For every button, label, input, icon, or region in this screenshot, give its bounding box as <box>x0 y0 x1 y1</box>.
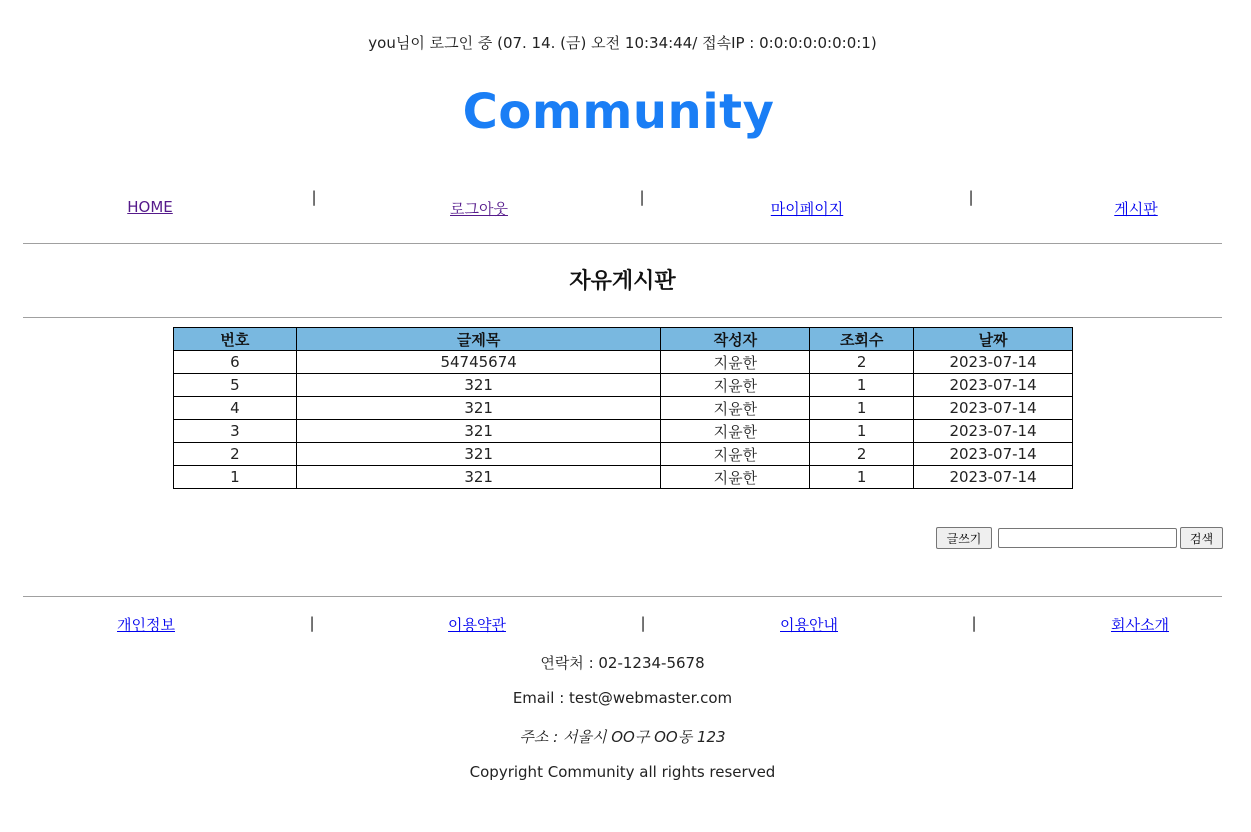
column-header-title: 글제목 <box>296 328 661 351</box>
post-number: 2 <box>174 443 297 466</box>
table-row[interactable] <box>174 466 1073 489</box>
post-title[interactable]: 321 <box>296 374 661 397</box>
footer-company-link[interactable]: 회사소개 <box>1111 616 1169 634</box>
header-divider <box>23 243 1222 244</box>
column-header-date: 날짜 <box>914 328 1073 351</box>
post-title[interactable]: 54745674 <box>296 351 661 374</box>
post-date: 2023-07-14 <box>914 397 1073 420</box>
post-author: 지윤한 <box>661 397 810 420</box>
post-number: 4 <box>174 397 297 420</box>
footer-divider <box>23 596 1222 597</box>
table-header-row <box>174 328 1073 351</box>
column-header-number: 번호 <box>174 328 297 351</box>
board-title-divider <box>23 317 1222 318</box>
write-post-button[interactable]: 글쓰기 <box>936 527 992 549</box>
post-views: 2 <box>810 351 914 374</box>
post-date: 2023-07-14 <box>914 420 1073 443</box>
nav-board-link[interactable]: 게시판 <box>1114 200 1158 218</box>
post-author: 지윤한 <box>661 374 810 397</box>
nav-home-link[interactable]: HOME <box>127 198 173 216</box>
nav-logout-link[interactable]: 로그아웃 <box>450 200 508 218</box>
table-row[interactable] <box>174 374 1073 397</box>
post-date: 2023-07-14 <box>914 351 1073 374</box>
footer-nav <box>23 614 1223 638</box>
nav-mypage-link[interactable]: 마이페이지 <box>770 200 844 218</box>
footer-address: 주소 : 서울시 OO구 OO동 123 <box>519 728 726 746</box>
column-header-author: 작성자 <box>661 328 810 351</box>
table-row[interactable] <box>174 351 1073 374</box>
footer-privacy-link[interactable]: 개인정보 <box>117 616 175 634</box>
search-input[interactable] <box>998 528 1177 548</box>
table-row[interactable] <box>174 443 1073 466</box>
post-views: 1 <box>810 420 914 443</box>
post-title[interactable]: 321 <box>296 397 661 420</box>
footer-email: Email : test@webmaster.com <box>512 689 733 707</box>
login-status: you님이 로그인 중 (07. 14. (금) 오전 10:34:44/ 접속IP : 0:0:0:0:0:0:0:1) <box>368 34 877 52</box>
post-views: 2 <box>810 443 914 466</box>
column-header-views: 조회수 <box>810 328 914 351</box>
post-table <box>173 327 1073 489</box>
nav-separator: | <box>968 188 974 206</box>
search-button[interactable]: 검색 <box>1180 527 1223 549</box>
post-views: 1 <box>810 397 914 420</box>
post-author: 지윤한 <box>661 466 810 489</box>
table-row[interactable] <box>174 420 1073 443</box>
main-nav <box>23 188 1223 218</box>
footer-separator: | <box>971 614 977 632</box>
nav-separator: | <box>311 188 317 206</box>
footer-separator: | <box>640 614 646 632</box>
post-views: 1 <box>810 466 914 489</box>
post-date: 2023-07-14 <box>914 374 1073 397</box>
post-number: 6 <box>174 351 297 374</box>
post-date: 2023-07-14 <box>914 466 1073 489</box>
post-title[interactable]: 321 <box>296 466 661 489</box>
post-author: 지윤한 <box>661 351 810 374</box>
post-number: 3 <box>174 420 297 443</box>
footer-contact: 연락처 : 02-1234-5678 <box>540 654 705 672</box>
nav-separator: | <box>639 188 645 206</box>
post-author: 지윤한 <box>661 443 810 466</box>
post-number: 5 <box>174 374 297 397</box>
post-author: 지윤한 <box>661 420 810 443</box>
footer-separator: | <box>309 614 315 632</box>
site-title: Community <box>462 84 775 140</box>
table-row[interactable] <box>174 397 1073 420</box>
board-title: 자유게시판 <box>569 269 676 294</box>
footer-copyright: Copyright Community all rights reserved <box>469 763 776 781</box>
post-title[interactable]: 321 <box>296 420 661 443</box>
footer-terms-link[interactable]: 이용약관 <box>448 616 506 634</box>
post-date: 2023-07-14 <box>914 443 1073 466</box>
footer-guide-link[interactable]: 이용안내 <box>780 616 838 634</box>
post-number: 1 <box>174 466 297 489</box>
post-title[interactable]: 321 <box>296 443 661 466</box>
post-views: 1 <box>810 374 914 397</box>
